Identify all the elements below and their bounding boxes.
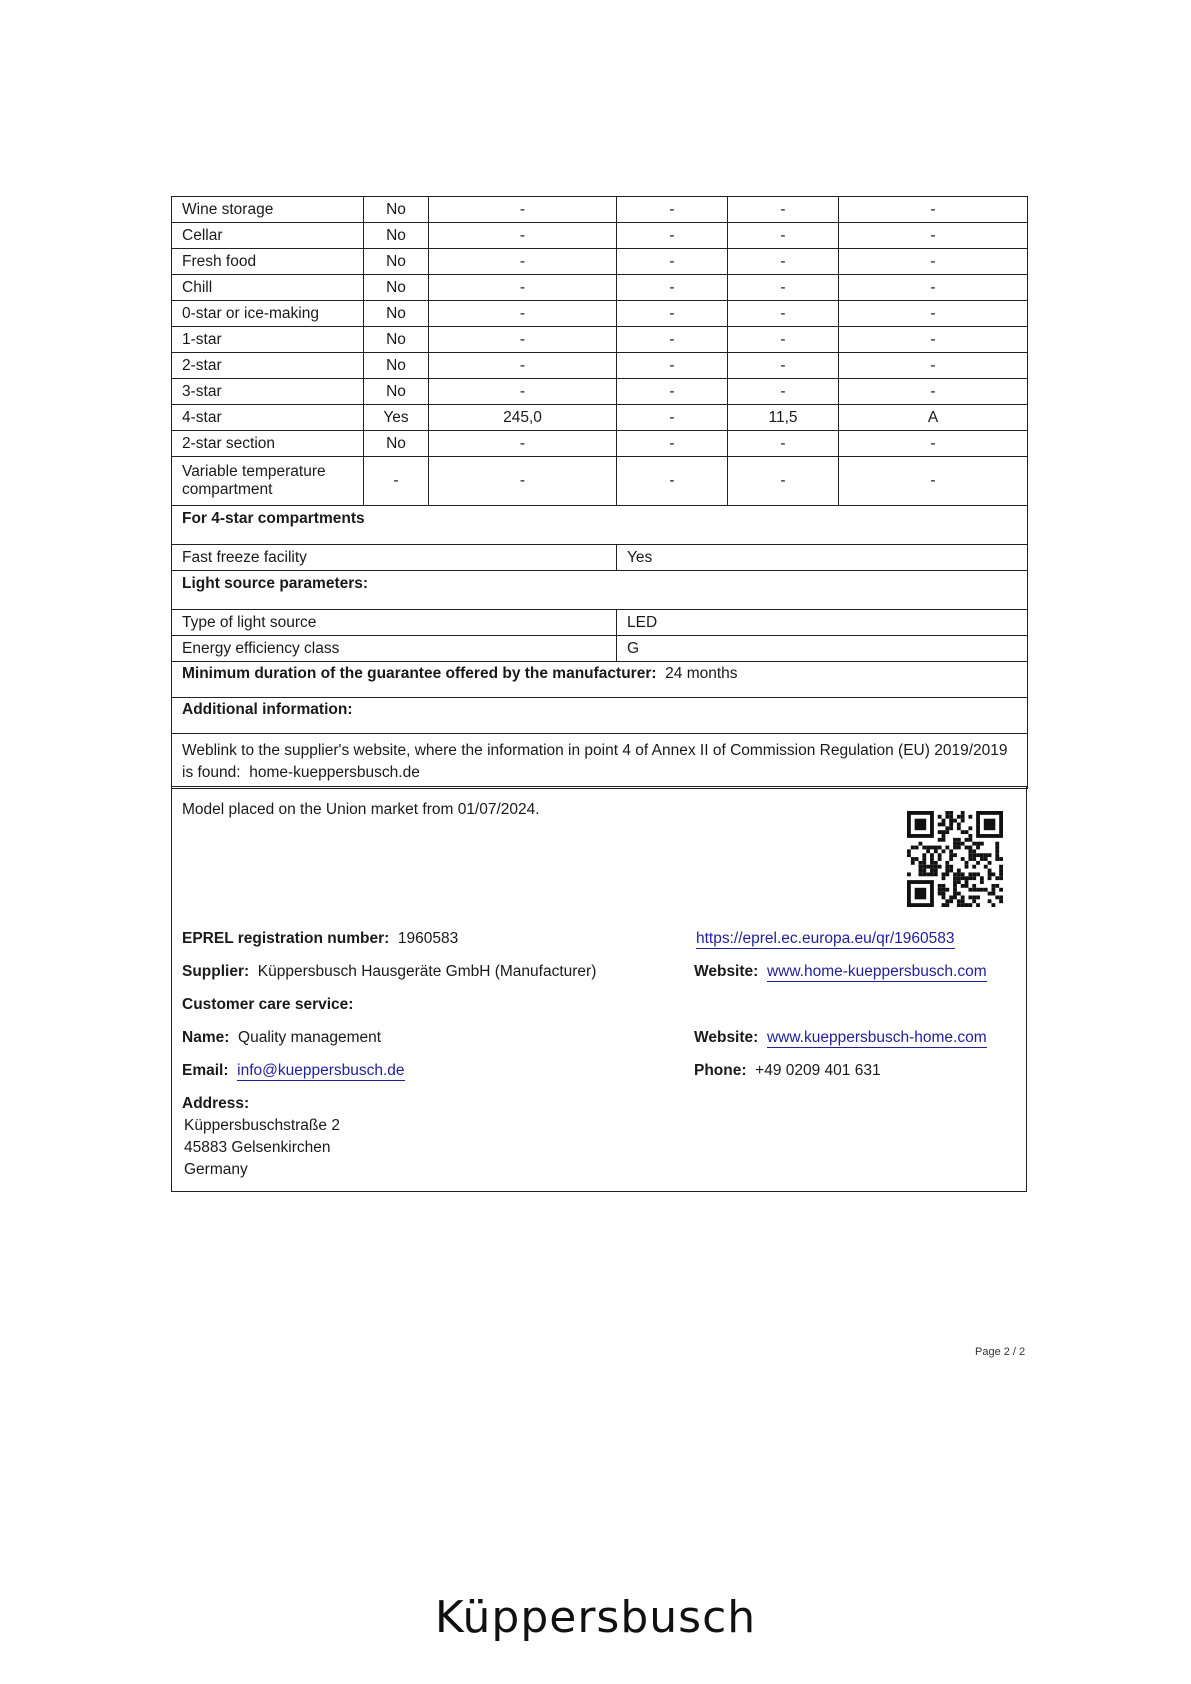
four-star-heading: For 4-star compartments	[172, 506, 1028, 545]
table-row	[172, 223, 1028, 249]
weblink-text: Weblink to the supplier's website, where the information in point 4 of Annex II of Commission Regulation (EU) 2019/2019 is found:	[182, 742, 1008, 781]
compartment-name: Chill	[172, 275, 364, 301]
compartment-col5: -	[839, 197, 1028, 223]
supplier-line	[182, 963, 596, 981]
light-type-row	[172, 610, 1028, 636]
compartment-present: Yes	[364, 405, 429, 431]
energy-class-value: G	[617, 636, 1028, 662]
energy-class-row	[172, 636, 1028, 662]
phone-value: +49 0209 401 631	[755, 1062, 881, 1079]
supplier-website-label: Website:	[694, 963, 759, 980]
guarantee-value: 24 months	[665, 665, 738, 682]
compartment-name: Fresh food	[172, 249, 364, 275]
compartment-col4: -	[728, 327, 839, 353]
light-type-label: Type of light source	[172, 610, 617, 636]
table-row	[172, 353, 1028, 379]
compartment-present: No	[364, 275, 429, 301]
table-row	[172, 379, 1028, 405]
address-line-3: Germany	[184, 1161, 248, 1178]
guarantee-cell	[172, 662, 1028, 698]
address-line-1: Küppersbuschstraße 2	[184, 1117, 340, 1134]
compartment-present: No	[364, 353, 429, 379]
weblink-row	[172, 734, 1028, 789]
compartment-volume: -	[429, 353, 617, 379]
compartment-col3: -	[617, 353, 728, 379]
compartment-col3: -	[617, 457, 728, 506]
light-type-value: LED	[617, 610, 1028, 636]
compartment-name: Variable temperature compartment	[172, 457, 364, 506]
address-label: Address:	[182, 1095, 250, 1112]
compartment-volume: -	[429, 249, 617, 275]
compartment-col4: -	[728, 275, 839, 301]
light-source-heading: Light source parameters:	[172, 571, 1028, 610]
weblink-value[interactable]: home-kueppersbusch.de	[249, 764, 420, 781]
compartment-col4: -	[728, 249, 839, 275]
care-website-line	[694, 1029, 987, 1047]
compartment-name: 2-star	[172, 353, 364, 379]
market-date-text: Model placed on the Union market from 01/07/2024.	[182, 801, 540, 818]
compartment-present: No	[364, 379, 429, 405]
compartment-col5: -	[839, 223, 1028, 249]
compartment-name: Wine storage	[172, 197, 364, 223]
compartment-col4: -	[728, 353, 839, 379]
compartment-present: No	[364, 197, 429, 223]
guarantee-row	[172, 662, 1028, 698]
compartment-volume: -	[429, 379, 617, 405]
compartment-name: 3-star	[172, 379, 364, 405]
email-label: Email:	[182, 1062, 229, 1079]
compartment-col5: -	[839, 353, 1028, 379]
additional-info-heading: Additional information:	[172, 698, 1028, 734]
info-box	[171, 786, 1027, 1192]
fast-freeze-label: Fast freeze facility	[172, 545, 617, 571]
compartment-col4: -	[728, 457, 839, 506]
care-name-value: Quality management	[238, 1029, 382, 1046]
compartments-table-body	[172, 197, 1028, 506]
compartment-volume: -	[429, 223, 617, 249]
compartment-col5: -	[839, 275, 1028, 301]
table-row	[172, 197, 1028, 223]
compartment-col5: -	[839, 327, 1028, 353]
compartment-volume: 245,0	[429, 405, 617, 431]
table-row	[172, 301, 1028, 327]
compartment-name: Cellar	[172, 223, 364, 249]
table-row	[172, 275, 1028, 301]
eprel-label: EPREL registration number:	[182, 930, 390, 947]
compartment-volume: -	[429, 275, 617, 301]
table-row	[172, 405, 1028, 431]
care-name-line	[182, 1029, 381, 1047]
qr-code-icon[interactable]	[907, 811, 1003, 907]
customer-care-heading: Customer care service:	[182, 996, 354, 1013]
compartment-name: 2-star section	[172, 431, 364, 457]
compartment-present: No	[364, 223, 429, 249]
compartment-name: 1-star	[172, 327, 364, 353]
compartment-present: No	[364, 431, 429, 457]
compartment-col4: -	[728, 223, 839, 249]
care-website-label: Website:	[694, 1029, 759, 1046]
phone-line	[694, 1062, 881, 1080]
compartment-col3: -	[617, 197, 728, 223]
compartment-volume: -	[429, 301, 617, 327]
compartment-col5: -	[839, 301, 1028, 327]
compartment-volume: -	[429, 327, 617, 353]
eprel-number: 1960583	[397, 930, 459, 947]
compartment-volume: -	[429, 457, 617, 506]
compartment-col3: -	[617, 327, 728, 353]
compartment-col5: -	[839, 431, 1028, 457]
compartment-name: 0-star or ice-making	[172, 301, 364, 327]
compartment-col5: -	[839, 249, 1028, 275]
address-line-2: 45883 Gelsenkirchen	[184, 1139, 331, 1156]
table-row	[172, 431, 1028, 457]
weblink-cell	[172, 734, 1028, 789]
compartment-col4: -	[728, 301, 839, 327]
care-name-label: Name:	[182, 1029, 230, 1046]
email-line	[182, 1062, 405, 1080]
compartment-col4: -	[728, 197, 839, 223]
table-row	[172, 327, 1028, 353]
supplier-website-line	[694, 963, 987, 981]
eprel-url-line	[696, 930, 955, 948]
email-link[interactable]: info@kueppersbusch.de	[237, 1062, 405, 1079]
eprel-url-link[interactable]: https://eprel.ec.europa.eu/qr/1960583	[696, 930, 955, 947]
compartment-volume: -	[429, 197, 617, 223]
compartment-col4: -	[728, 431, 839, 457]
compartment-present: No	[364, 249, 429, 275]
compartment-name: 4-star	[172, 405, 364, 431]
energy-class-label: Energy efficiency class	[172, 636, 617, 662]
compartment-col5: -	[839, 379, 1028, 405]
supplier-label: Supplier:	[182, 963, 250, 980]
compartment-present: -	[364, 457, 429, 506]
compartment-col3: -	[617, 405, 728, 431]
guarantee-label: Minimum duration of the guarantee offered by the manufacturer:	[182, 665, 657, 682]
light-heading-row	[172, 571, 1028, 610]
compartment-col5: A	[839, 405, 1028, 431]
four-star-heading-row	[172, 506, 1028, 545]
brand-logo: Küppersbusch	[434, 1592, 757, 1643]
compartment-col4: 11,5	[728, 405, 839, 431]
compartment-col3: -	[617, 275, 728, 301]
compartment-col5: -	[839, 457, 1028, 506]
supplier-name: Küppersbusch Hausgeräte GmbH (Manufacturer)	[257, 963, 597, 980]
page-number: Page 2 / 2	[975, 1346, 1026, 1358]
compartment-col3: -	[617, 379, 728, 405]
additional-heading-row	[172, 698, 1028, 734]
table-row	[172, 249, 1028, 275]
compartments-table	[171, 196, 1028, 789]
compartment-col3: -	[617, 301, 728, 327]
eprel-line	[182, 930, 458, 948]
care-website-link[interactable]: www.kueppersbusch-home.com	[766, 1029, 987, 1046]
phone-label: Phone:	[694, 1062, 747, 1079]
compartment-col3: -	[617, 249, 728, 275]
compartment-col3: -	[617, 431, 728, 457]
compartment-present: No	[364, 301, 429, 327]
compartment-present: No	[364, 327, 429, 353]
fast-freeze-row	[172, 545, 1028, 571]
compartment-volume: -	[429, 431, 617, 457]
compartment-col3: -	[617, 223, 728, 249]
compartment-col4: -	[728, 379, 839, 405]
supplier-website-link[interactable]: www.home-kueppersbusch.com	[766, 963, 987, 980]
fast-freeze-value: Yes	[617, 545, 1028, 571]
table-row	[172, 457, 1028, 506]
